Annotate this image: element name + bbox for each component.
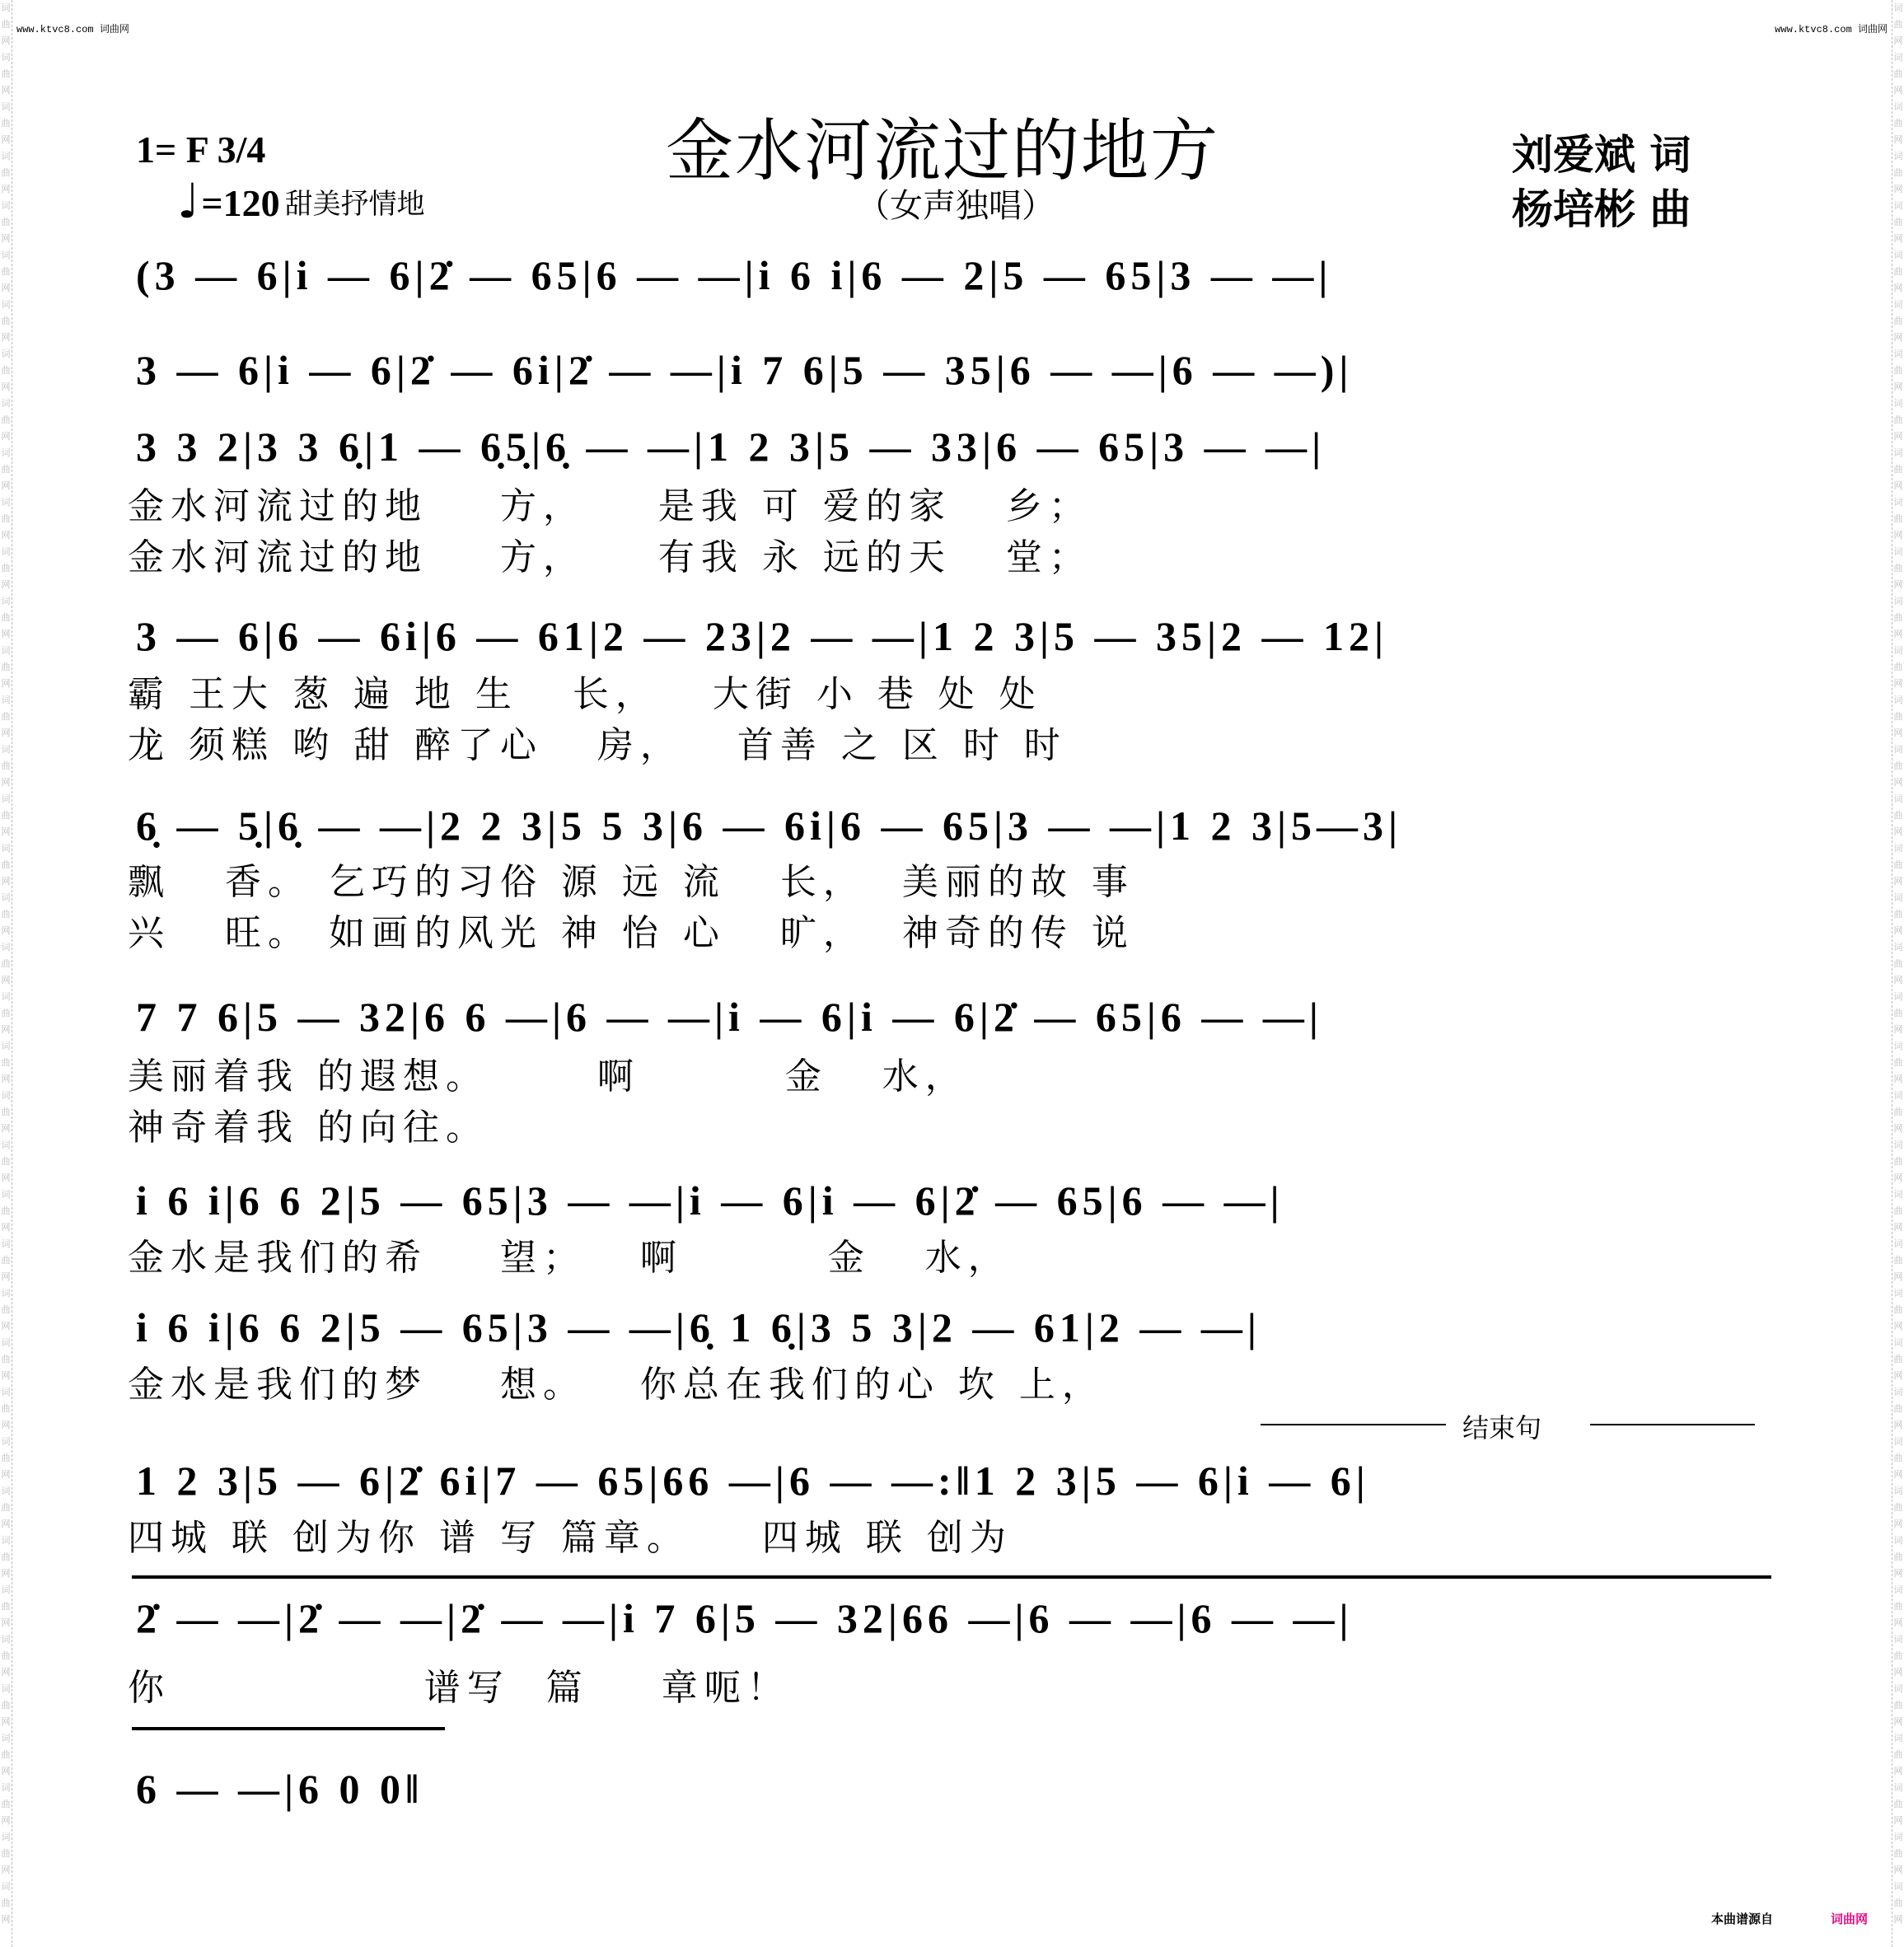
right-watermark-strip: 词曲网词曲网词曲网词曲网词曲网词曲网词曲网词曲网词曲网词曲网词曲网词曲网词曲网词曲网词曲网词曲网词曲网词曲网词曲网词曲网词曲网词曲网词曲网词曲网词曲网词曲网词曲网词曲网词曲网词曲网词曲网词曲网词曲网词曲网词曲网词曲网词曲网词曲网词曲网 [1892,0,1904,1947]
score-row-3: 3 3 2|3 3 6̣|1 — 6̣5̣|6̣ — —|1 2 3|5 — 33|6 — 65|3 — —| [136,424,1326,470]
tempo-value: =120 [201,182,280,224]
score-row-11: 6 — —|6 0 0‖ [136,1766,424,1812]
ending-bracket-right [1590,1424,1755,1425]
ending-bracket-left [1261,1424,1446,1425]
score-row-6: 7 7 6|5 — 32|6 6 —|6 — —|i — 6|i — 6|2̇ — 65|6 — —| [136,994,1323,1040]
score-row-2: 3 — 6|i — 6|2̇ — 6i|2̇ — —|i 7 6|5 — 35|6 — —|6 — —)| [136,347,1354,393]
lyric-row-8a: 金水是我们的梦 想。 你总在我们的心 坎 上， [128,1364,1105,1406]
watermark-top-right: www.ktvc8.com 词曲网 [1775,24,1888,35]
score-row-9: 1 2 3|5 — 6|2̇ 6i|7 — 65|66 —|6 — —:‖1 2 3|5 — 6|i — 6| [136,1458,1370,1504]
score-row-5: 6̣ — 5̣|6̣ — —|2 2 3|5 5 3|6 — 6i|6 — 65|3 — —|1 2 3|5—3| [136,803,1402,849]
score-row-1: (3 — 6|i — 6|2̇ — 65|6 — —|i 6 i|6 — 2|5 — 65|3 — —| [136,252,1333,298]
footer-site-link[interactable]: 词曲网 [1831,1912,1869,1926]
lyric-row-4b: 龙 须糕 哟 甜 醉了心 房， 首善 之 区 时 时 [128,724,1067,766]
page-title: 金水河流过的地方 [666,112,1220,190]
subtitle: （女声独唱） [857,187,1055,225]
quarter-note-icon: ♩ [177,173,200,229]
lyric-row-5a: 飘 香。 乞巧的习俗 源 远 流 长， 美丽的故 事 [128,861,1134,903]
score-row-4: 3 — 6|6 — 6i|6 — 61|2 — 23|2 — —|1 2 3|5 — 35|2 — 12| [136,613,1388,659]
left-watermark-strip: 词曲网词曲网词曲网词曲网词曲网词曲网词曲网词曲网词曲网词曲网词曲网词曲网词曲网词曲网词曲网词曲网词曲网词曲网词曲网词曲网词曲网词曲网词曲网词曲网词曲网词曲网词曲网词曲网词曲网词曲网词曲网词曲网词曲网词曲网词曲网词曲网词曲网词曲网词曲网 [0,0,12,1947]
lyricist: 刘爱斌 词 [1512,131,1691,179]
expression-mark: 甜美抒情地 [284,188,425,221]
lyric-row-5b: 兴 旺。 如画的风光 神 怡 心 旷， 神奇的传 说 [128,912,1134,954]
lyric-row-10a: 你 谱写 篇 章呃！ [128,1667,790,1709]
lyric-row-6b: 神奇着我 的向往。 [128,1107,489,1149]
footer-source: 本曲谱源自 [1711,1912,1774,1926]
score-row-7: i 6 i|6 6 2|5 — 65|3 — —|i — 6|i — 6|2̇ — 65|6 — —| [136,1177,1284,1224]
lyric-row-7a: 金水是我们的希 望； 啊 金 水， [128,1237,1011,1279]
lyric-row-4a: 霸 王大 葱 遍 地 生 长， 大街 小 巷 处 处 [128,673,1042,715]
final-divider [132,1727,445,1730]
credits [1512,128,1691,236]
ending-label: 结束句 [1462,1412,1542,1444]
lyric-row-6a: 美丽着我 的遐想。 啊 金 水， [128,1055,968,1098]
score-row-10: 2̇ — —|2̇ — —|2̇ — —|i 7 6|5 — 32|66 —|6 — —|6 — —| [136,1595,1354,1641]
composer: 杨培彬 曲 [1512,185,1691,233]
lyric-row-3b: 金水河流过的地 方， 有我 永 远的天 堂； [128,536,1092,578]
tempo-marking [177,173,425,229]
score-row-8: i 6 i|6 6 2|5 — 65|3 — —|6̣ 1 6̣|3 5 3|2 — 61|2 — —| [136,1304,1261,1350]
lyric-row-3a: 金水河流过的地 方， 是我 可 爱的家 乡； [128,485,1092,527]
key-signature: 1= F 3/4 [136,129,266,171]
ending-divider [132,1575,1771,1579]
watermark-top-left: www.ktvc8.com 词曲网 [16,24,129,35]
lyric-row-9a: 四城 联 创为你 谱 写 篇章。 四城 联 创为 [128,1517,1013,1559]
